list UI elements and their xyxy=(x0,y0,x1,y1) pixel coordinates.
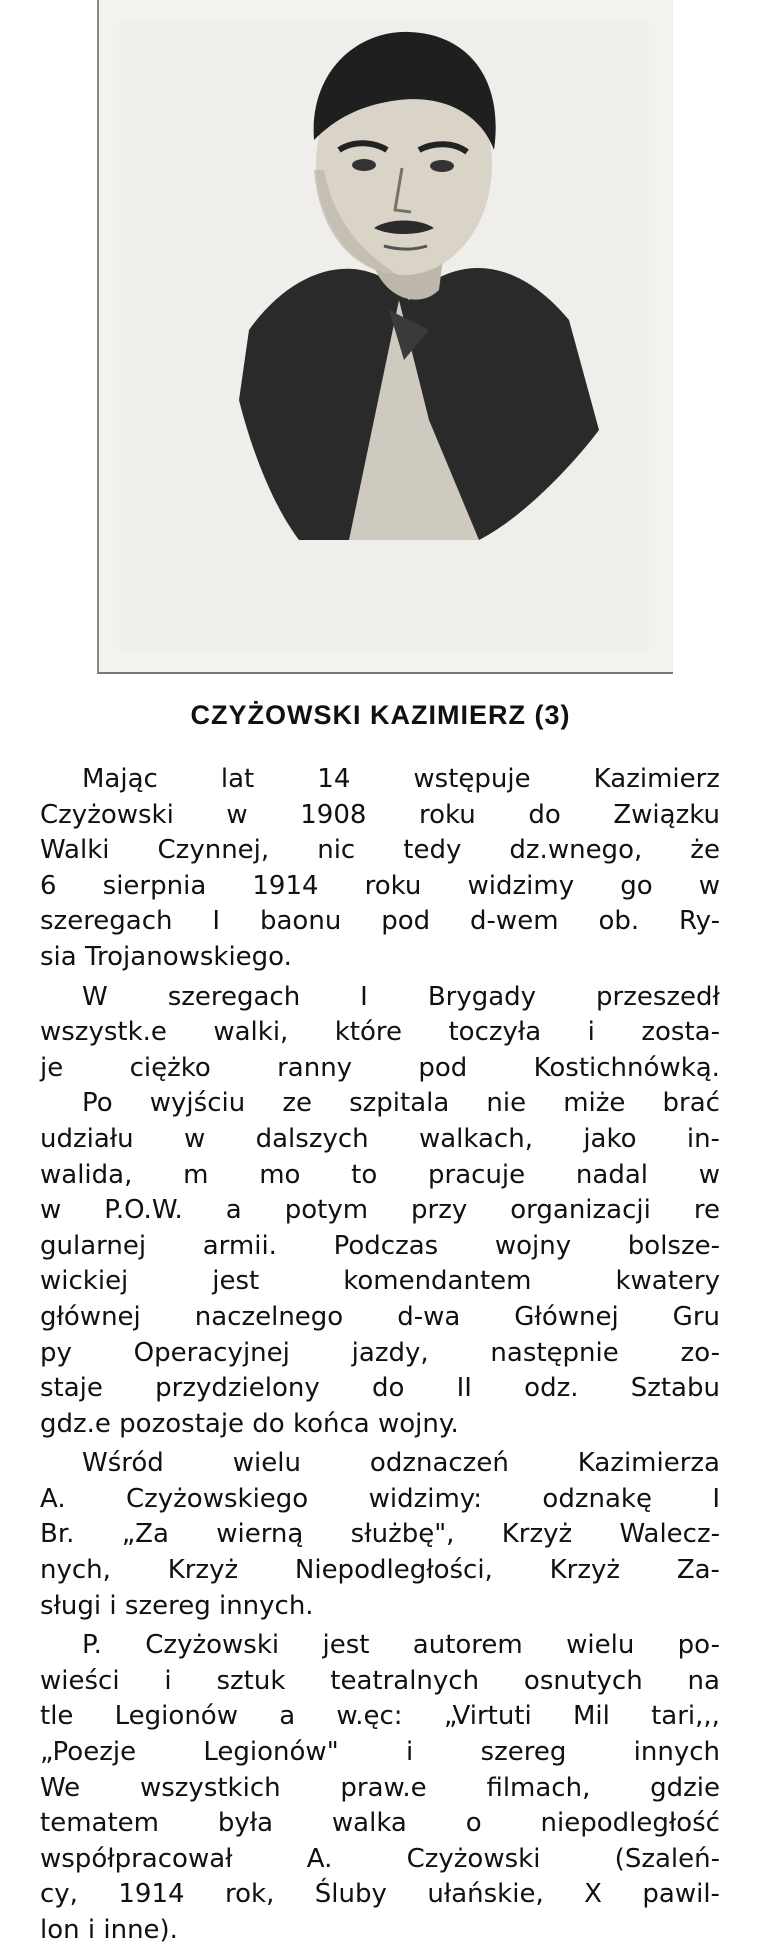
text-line: gdz.e pozostaje do końca wojny. xyxy=(40,1408,459,1439)
text-line: Po wyjściu ze szpitala nie miże brać xyxy=(82,1088,720,1119)
text-line: We wszystkich praw.e filmach, gdzie xyxy=(40,1772,720,1803)
text-line: Walki Czynnej, nic tedy dz.wnego, że xyxy=(40,835,720,866)
article-title: CZYŻOWSKI KAZIMIERZ (3) xyxy=(190,700,571,730)
text-line: je ciężko ranny pod Kostichnówką. xyxy=(40,1052,720,1083)
text-line: Wśród wielu odznaczeń Kazimierza xyxy=(82,1448,720,1479)
portrait-image xyxy=(99,0,673,672)
text-line: py Operacyjnej jazdy, następnie zo- xyxy=(40,1337,720,1368)
text-line: sługi i szereg innych. xyxy=(40,1590,314,1621)
text-line: wickiej jest komendantem kwatery xyxy=(40,1266,720,1297)
text-line: W szeregach I Brygady przeszedł xyxy=(82,981,720,1012)
text-line: udziału w dalszych walkach, jako in- xyxy=(40,1123,720,1154)
text-line: lon i inne). xyxy=(40,1915,178,1945)
text-line: nych, Krzyż Niepodległości, Krzyż Za- xyxy=(40,1555,720,1586)
text-line: głównej naczelnego d-wa Głównej Gru xyxy=(40,1301,720,1332)
text-line: wszystk.e walki, które toczyła i zosta- xyxy=(40,1017,720,1048)
text-line: 6 sierpnia 1914 roku widzimy go w xyxy=(40,870,720,901)
text-line: wieści i sztuk teatralnych osnutych na xyxy=(40,1665,720,1696)
article-body xyxy=(40,762,720,1949)
text-line: Br. „Za wierną służbę", Krzyż Walecz- xyxy=(40,1519,720,1550)
text-line: P. Czyżowski jest autorem wielu po- xyxy=(82,1630,720,1661)
text-line: Czyżowski w 1908 roku do Związku xyxy=(40,799,720,830)
text-line: w P.O.W. a potym przy organizacji re xyxy=(40,1195,720,1226)
portrait-photo xyxy=(97,0,673,674)
text-line: tle Legionów a w.ęc: „Virtuti Mil tari,,, xyxy=(40,1701,720,1732)
text-line: Mając lat 14 wstępuje Kazimierz xyxy=(82,764,720,794)
text-line: cy, 1914 rok, Śluby ułańskie, X pawil- xyxy=(40,1879,720,1910)
text-line: współpracował A. Czyżowski (Szaleń- xyxy=(40,1843,720,1874)
text-line: walida, m mo to pracuje nadal w xyxy=(40,1159,720,1190)
text-line: tematem była walka o niepodległość xyxy=(40,1808,720,1839)
text-line: szeregach I baonu pod d-wem ob. Ry- xyxy=(40,906,720,937)
text-line: A. Czyżowskiego widzimy: odznakę I xyxy=(40,1483,720,1514)
text-line: gularnej armii. Podczas wojny bolsze- xyxy=(40,1230,720,1261)
text-line: „Poezje Legionów" i szereg innych xyxy=(40,1737,720,1768)
text-line: sia Trojanowskiego. xyxy=(40,941,292,972)
text-line: staje przydzielony do II odz. Sztabu xyxy=(40,1373,720,1404)
